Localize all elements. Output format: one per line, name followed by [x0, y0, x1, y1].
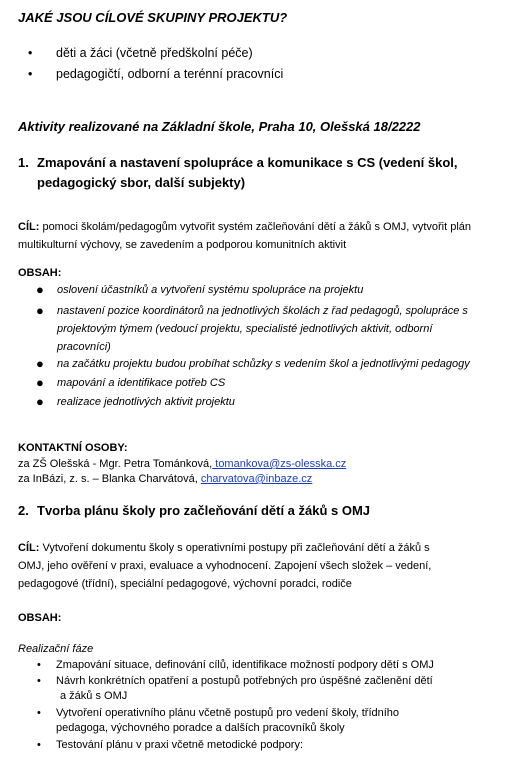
- section2-title: 2. Tvorba plánu školy pro začleňování dětí a žáků s OMJ: [18, 503, 371, 518]
- bullet-icon: ●: [36, 375, 44, 390]
- bullet-icon: ●: [36, 356, 44, 371]
- contact-email-link[interactable]: charvatova@inbaze.cz: [200, 473, 313, 485]
- goal-label: CÍL:: [18, 221, 40, 233]
- section1-title: 1. Zmapování a nastavení spolupráce a komunikace s CS (vedení škol,: [18, 155, 458, 170]
- section1-title-cont: pedagogický sbor, další subjekty): [37, 175, 246, 190]
- contact-line: za ZŠ Olešská - Mgr. Petra Tománková, tomankova@zs-olesska.cz: [18, 458, 347, 470]
- bullet-icon: •: [37, 675, 41, 687]
- content-item: ● nastavení pozice koordinátorů na jednotlivých školách z řad pedagogů, spolupráce s projektovým týmem (vedoucí projektu, specialisté jednotlivých aktivit, odborní pracovníci): [36, 303, 468, 353]
- content-item: ● na začátku projektu budou probíhat schůzky s vedením škol a jednotlivými pedagogy: [36, 356, 470, 371]
- bullet-icon: •: [37, 739, 41, 751]
- phase-item: • Zmapování situace, definování cílů, identifikace možností podpory dětí s OMJ: [37, 659, 434, 671]
- phase-item: • Návrh konkrétních opatření a postupů potřebných pro úspěšné začlenění dětí a žáků s OMJ: [37, 675, 433, 702]
- goal-label: CÍL:: [18, 542, 40, 554]
- section2-goal: CÍL: Vytvoření dokumentu školy s operativními postupy při začleňování dětí a žáků s: [18, 542, 430, 554]
- target-groups-heading: JAKÉ JSOU CÍLOVÉ SKUPINY PROJEKTU?: [18, 10, 288, 25]
- bullet-icon: •: [37, 707, 41, 719]
- content-item: ● mapování a identifikace potřeb CS: [36, 375, 226, 390]
- bullet-icon: •: [28, 67, 33, 81]
- phase-item: • Testování plánu v praxi včetně metodické podpory:: [37, 739, 304, 751]
- bullet-icon: ●: [36, 394, 44, 409]
- group-item: • pedagogičtí, odborní a terénní pracovníci: [28, 67, 284, 81]
- phase-label: Realizační fáze: [18, 643, 94, 655]
- activities-heading: Aktivity realizované na Základní škole, Praha 10, Olešská 18/2222: [18, 119, 421, 134]
- bullet-icon: •: [28, 46, 33, 60]
- bullet-icon: ●: [36, 303, 44, 318]
- section1-goal-cont: multikulturní výchovy, se zavedením a podporou komunitních aktivit: [18, 239, 347, 251]
- group-item: • děti a žáci (včetně předškolní péče): [28, 46, 253, 60]
- content-item: ● realizace jednotlivých aktivit projektu: [36, 394, 235, 409]
- bullet-icon: •: [37, 659, 41, 671]
- section2-goal-cont: OMJ, jeho ověření v praxi, evaluace a vyhodnocení. Zapojení všech složek – vedení,: [18, 560, 432, 572]
- section1-goal: CÍL: pomoci školám/pedagogům vytvořit systém začleňování dětí a žáků s OMJ, vytvořit plán: [18, 221, 472, 233]
- contact-line: za InBázi, z. s. – Blanka Charvátová, charvatova@inbaze.cz: [18, 473, 313, 485]
- content-item: ● oslovení účastníků a vytvoření systému spolupráce na projektu: [36, 282, 364, 297]
- section1-content-label: OBSAH:: [18, 267, 62, 279]
- bullet-icon: ●: [36, 282, 44, 297]
- section2-goal-cont: pedagogové (třídní), speciální pedagogové, výchovní poradci, rodiče: [18, 578, 352, 590]
- contact-email-link[interactable]: tomankova@zs-olesska.cz: [212, 458, 347, 470]
- section2-content-label: OBSAH:: [18, 612, 62, 624]
- phase-item: • Vytvoření operativního plánu včetně postupů pro vedení školy, třídního pedagoga, výchovného poradce a dalších pracovníků školy: [37, 707, 400, 734]
- contacts-label: KONTAKTNÍ OSOBY:: [18, 442, 128, 454]
